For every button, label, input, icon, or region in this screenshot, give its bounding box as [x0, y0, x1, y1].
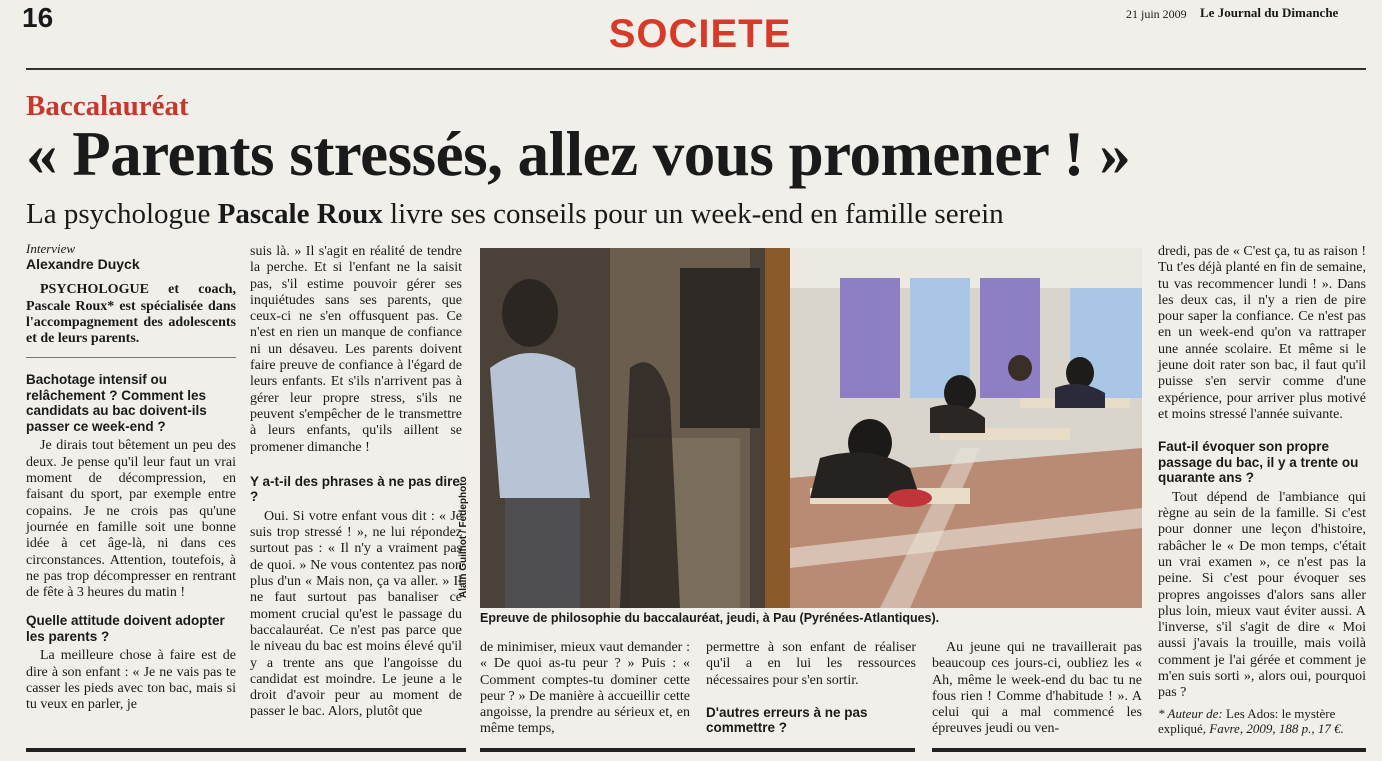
footnote-title: Les Ados: le mystère expliqué,: [1158, 705, 1336, 736]
author-footnote: [1158, 706, 1366, 736]
exam-photo: [480, 248, 1142, 608]
footer-rule-right: [932, 748, 1366, 752]
article-subhead: [26, 198, 1366, 231]
subhead-rest: livre ses conseils pour un week-end en famille serein: [382, 198, 1004, 230]
question-1: Bachotage intensif ou relâchement ? Comment les candidats au bac doivent-ils passer ce week-end ?: [26, 372, 207, 434]
photo-caption: Epreuve de philosophie du baccalauréat, jeudi, à Pau (Pyrénées-Atlantiques).: [480, 611, 940, 625]
article-column-5: [706, 640, 916, 740]
subhead-lead: La psychologue: [26, 198, 218, 230]
answer-2-start: La meilleure chose à faire est de dire à son enfant : « Je ne vais pas te casser les pieds avec ton bac, mais si tu veux en parler, je: [26, 648, 236, 713]
footer-rule-left: [26, 748, 466, 752]
question-4: D'autres erreurs à ne pas commettre ?: [706, 704, 868, 736]
footer-rule-middle: [480, 748, 915, 752]
answer-5: Tout dépend de l'ambiance qui règne au sein de la famille. Si c'est pour donner une leçon d'histoire, rabâcher le « De mon temps, c'était un vrai examen », ce n'est pas la peine. Si c'est pour évoquer ses propres angoisses d'alors sans aller plus loin, mieux vaut éviter aussi. A l'inverse, s'il s'agit de dire « Moi aussi j'avais la trouille, mais voilà comment je l'ai gérée et comment je m'en suis sorti », alors oui, pourquoi pas ?: [1158, 489, 1366, 701]
article-intro: PSYCHOLOGUE et coach, Pascale Roux* est spécialisée dans l'accompagnement des adolescents et de leurs parents.: [26, 282, 236, 347]
subhead-name: Pascale Roux: [217, 198, 383, 230]
article-headline: « Parents stressés, allez vous promener ! »: [26, 119, 1131, 189]
answer-3-final: permettre à son enfant de réaliser qu'il a en lui les ressources nécessaires pour s'en sortir.: [706, 640, 916, 688]
issue-date: 21 juin 2009: [1126, 7, 1187, 21]
intro-separator: [26, 357, 236, 358]
answer-3-end: de minimiser, mieux vaut demander : « De quoi as-tu peur ? » Puis : « Comment comptes-tu dominer cette peur ? » De manière à accueillir cette angoisse, la prendre au sérieux et, en même temps,: [480, 640, 690, 737]
question-5: Faut-il évoquer son propre passage du bac, il y a trente ou quarante ans ?: [1158, 439, 1359, 486]
article-column-3: [1158, 244, 1366, 736]
page-number: 16: [22, 2, 54, 33]
interview-label: Interview: [26, 241, 76, 256]
article-column-2: [250, 244, 462, 721]
photo-credit: Alain Guilhot / Fedephoto: [458, 476, 469, 598]
author-byline: Alexandre Duyck: [26, 256, 140, 272]
footnote-publisher: Favre, 2009, 188 p., 17 €.: [1206, 720, 1344, 736]
answer-4-cont: dredi, pas de « C'est ça, tu as raison ! Tu t'es déjà planté en fin de semaine, tu vas recommencer lundi ! ». Dans les deux cas, il n'y a rien de pire pour saper la confiance. Ce n'est pas en un week-end qu'on va rattraper une année scolaire. Et même si le jeune doit rater son bac, il faut qu'il puisse s'en servir comme d'une expérience, pour arriver plus motivé et moins stressé l'année suivante.: [1158, 244, 1366, 422]
article-column-1: [26, 242, 236, 714]
answer-4: Au jeune qui ne travaillerait pas beaucoup ces jours-ci, oubliez les « Ah, même le week-end du bac tu ne fous rien ! Comme d'habitude ! ». A celui qui a mal commencé les épreuves jeudi ou ven-: [932, 640, 1142, 737]
question-3: Y a-t-il des phrases à ne pas dire ?: [250, 473, 460, 505]
article-column-4: [480, 640, 690, 738]
question-2: Quelle attitude doivent adopter les parents ?: [26, 613, 225, 644]
exam-photo-illustration: [480, 248, 1142, 608]
article-column-6: [932, 640, 1142, 738]
footnote-label: * Auteur de:: [1158, 705, 1223, 721]
header-rule: [26, 68, 1366, 70]
answer-1: Je dirais tout bêtement un peu des deux. Je pense qu'il leur faut un vrai moment de décompression, en faisant du sport, par exemple entre copains. Je ne crois pas qu'une journée en famille soit une bonne idée à cet âge-là, ni dans ces circonstances. Attention, toutefois, à ne pas trop décompresser en rentrant de fête à 3 heures du matin !: [26, 438, 236, 601]
answer-3: Oui. Si votre enfant vous dit : « Je suis trop stressé ! », ne lui répondez surtout pas : « Il n'y a vraiment pas de quoi. » Ne vous contentez pas non plus d'un « Mais non, ça va aller. » Il ne faut surtout pas banaliser ce moment crucial qu'est le passage du baccalauréat. Ce n'est pas parce que le niveau du bac est moins élevé qu'il y a trente ans que l'angoisse du candidat est moindre. Le jeune a le droit d'avoir peur au moment de passer le bac. Alors, plutôt que: [250, 508, 462, 720]
publication-name: Le Journal du Dimanche: [1200, 5, 1339, 20]
answer-2-cont: suis là. » Il s'agit en réalité de tendre la perche. Et si l'enfant ne la saisit pas, s'il estime pouvoir gérer ses inquiétudes sans ses parents, que ceux-ci ne s'en offusquent pas. Ce n'est en rien un manque de confiance ni un désaveu. Les parents doivent faire preuve de confiance à l'égard de leurs enfants. Et s'ils n'arrivent pas à gérer leur propre stress, s'ils ne peuvent s'empêcher de le transmettre à leurs enfants, qu'ils aillent se promener dimanche !: [250, 244, 462, 455]
section-title: SOCIETE: [608, 12, 792, 56]
article-kicker: Baccalauréat: [26, 90, 189, 122]
